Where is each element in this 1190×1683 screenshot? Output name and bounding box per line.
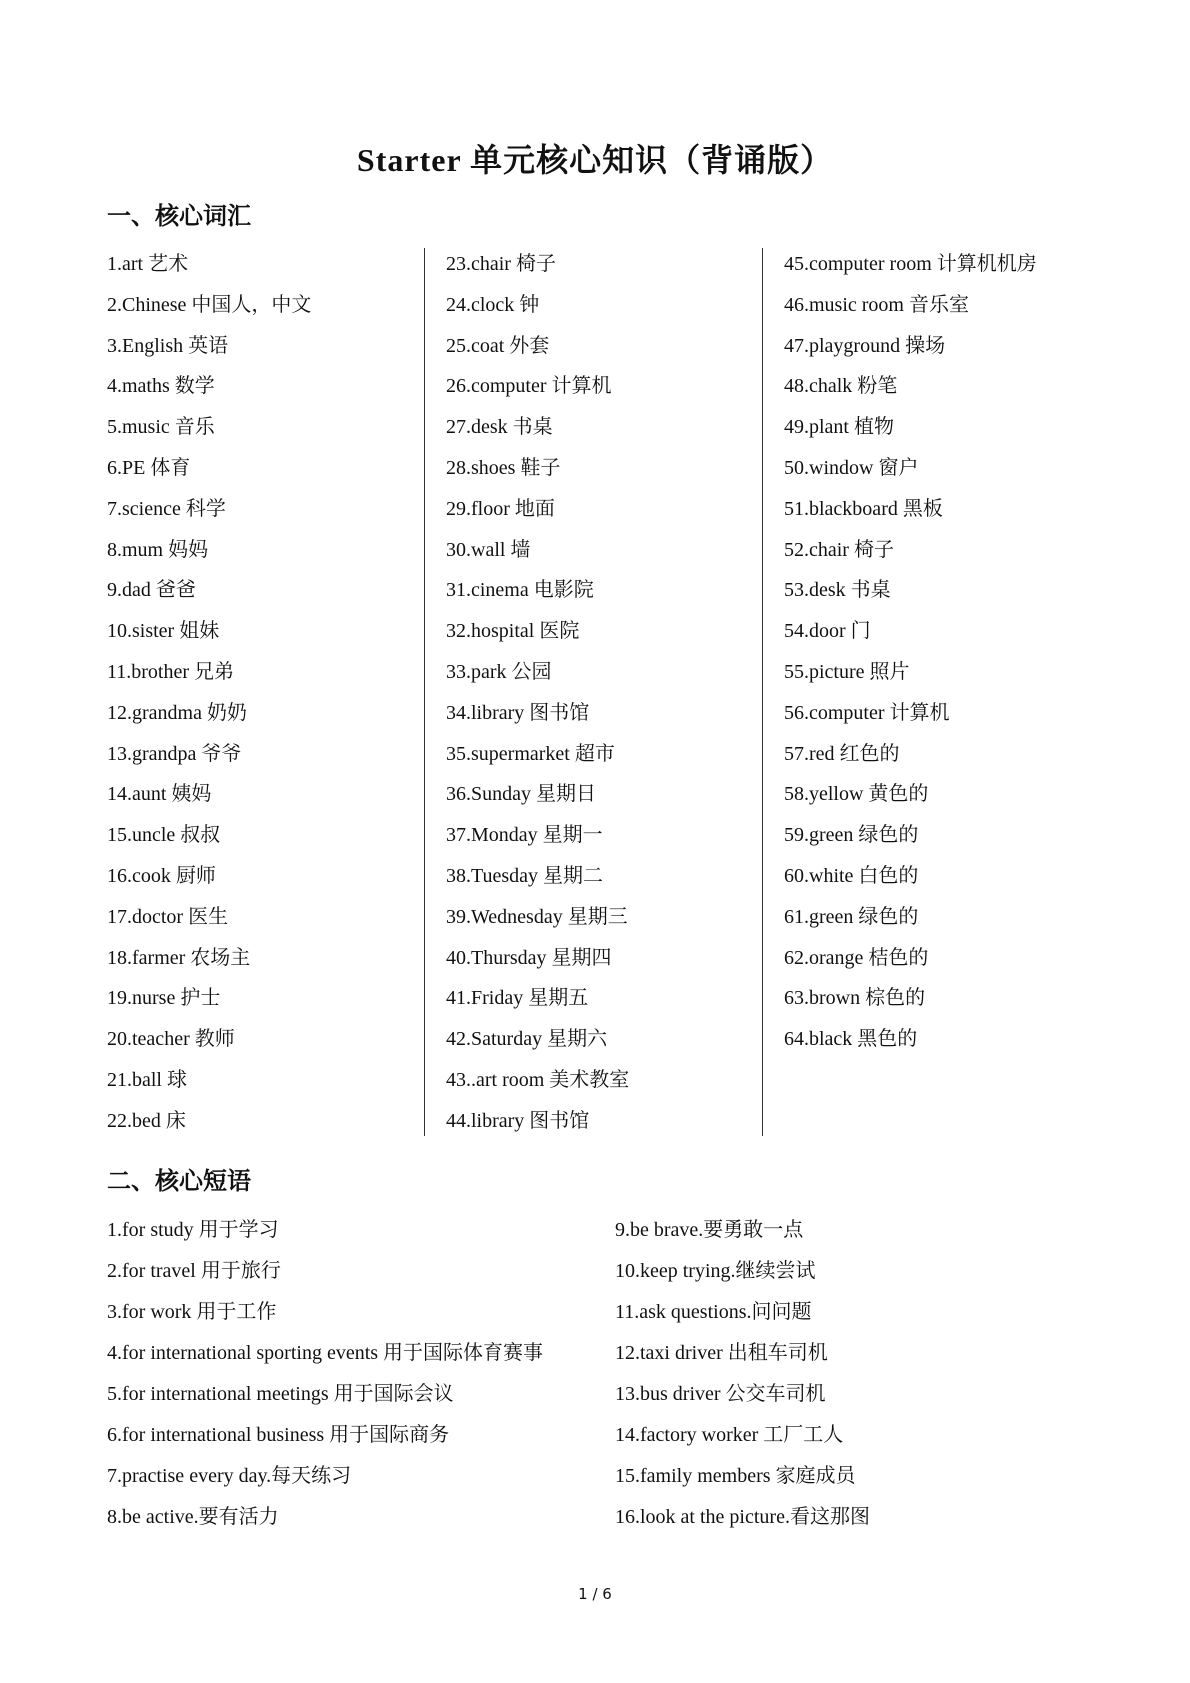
column-divider bbox=[762, 248, 763, 1136]
vocab-item: 17.doctor 医生 bbox=[107, 905, 229, 928]
phrase-section-heading: 二、核心短语 bbox=[107, 1169, 251, 1195]
vocab-item: 21.ball 球 bbox=[107, 1068, 187, 1091]
vocab-item: 7.science 科学 bbox=[107, 497, 226, 520]
phrase-item: 12.taxi driver 出租车司机 bbox=[615, 1342, 828, 1364]
vocab-item: 49.plant 植物 bbox=[784, 416, 894, 439]
vocab-item: 37.Monday 星期一 bbox=[446, 824, 603, 847]
vocab-item: 18.farmer 农场主 bbox=[107, 946, 251, 969]
vocab-item: 57.red 红色的 bbox=[784, 742, 900, 765]
vocab-item: 13.grandpa 爷爷 bbox=[107, 742, 242, 765]
vocab-column-1 bbox=[107, 244, 427, 1142]
vocab-item: 54.door 门 bbox=[784, 620, 871, 643]
phrase-item: 8.be active.要有活力 bbox=[107, 1506, 279, 1528]
vocab-item: 48.chalk 粉笔 bbox=[784, 375, 898, 398]
vocab-item: 25.coat 外套 bbox=[446, 334, 550, 357]
vocab-item: 58.yellow 黄色的 bbox=[784, 783, 929, 806]
vocab-item: 5.music 音乐 bbox=[107, 416, 215, 439]
vocab-item: 46.music room 音乐室 bbox=[784, 293, 969, 316]
phrase-item: 7.practise every day.每天练习 bbox=[107, 1465, 352, 1487]
vocab-item: 30.wall 墙 bbox=[446, 538, 531, 561]
phrase-column-2 bbox=[615, 1210, 1115, 1538]
phrase-item: 5.for international meetings 用于国际会议 bbox=[107, 1383, 454, 1405]
vocab-item: 23.chair 椅子 bbox=[446, 253, 556, 275]
phrase-item: 10.keep trying.继续尝试 bbox=[615, 1260, 816, 1282]
phrase-item: 11.ask questions.问问题 bbox=[615, 1301, 812, 1323]
vocab-item: 4.maths 数学 bbox=[107, 375, 215, 398]
vocab-item: 22.bed 床 bbox=[107, 1109, 186, 1132]
vocab-item: 35.supermarket 超市 bbox=[446, 742, 615, 765]
vocab-item: 9.dad 爸爸 bbox=[107, 579, 196, 602]
vocab-item: 8.mum 妈妈 bbox=[107, 538, 209, 561]
phrase-item: 1.for study 用于学习 bbox=[107, 1219, 279, 1241]
vocab-item: 2.Chinese 中国人，中文 bbox=[107, 293, 312, 316]
vocab-item: 52.chair 椅子 bbox=[784, 538, 894, 561]
phrase-item: 14.factory worker 工厂工人 bbox=[615, 1424, 844, 1446]
vocab-item: 63.brown 棕色的 bbox=[784, 987, 926, 1010]
vocab-item: 12.grandma 奶奶 bbox=[107, 701, 247, 724]
vocab-item: 60.white 白色的 bbox=[784, 864, 919, 887]
phrase-item: 3.for work 用于工作 bbox=[107, 1301, 277, 1323]
vocab-item: 38.Tuesday 星期二 bbox=[446, 864, 604, 887]
vocab-item: 50.window 窗户 bbox=[784, 456, 919, 479]
vocab-item: 40.Thursday 星期四 bbox=[446, 946, 612, 969]
phrase-item: 2.for travel 用于旅行 bbox=[107, 1260, 281, 1282]
vocab-item: 34.library 图书馆 bbox=[446, 701, 590, 724]
vocab-item: 6.PE 体育 bbox=[107, 456, 191, 479]
vocab-item: 28.shoes 鞋子 bbox=[446, 456, 561, 479]
vocab-item: 20.teacher 教师 bbox=[107, 1028, 235, 1051]
vocab-item: 19.nurse 护士 bbox=[107, 987, 221, 1010]
vocab-item: 61.green 绿色的 bbox=[784, 905, 919, 928]
page-number: 1 / 6 bbox=[578, 1585, 612, 1603]
vocab-item: 47.playground 操场 bbox=[784, 334, 946, 357]
vocab-item: 42.Saturday 星期六 bbox=[446, 1028, 608, 1051]
phrase-item: 16.look at the picture.看这那图 bbox=[615, 1506, 870, 1528]
vocab-item: 56.computer 计算机 bbox=[784, 701, 950, 724]
page-title: Starter 单元核心知识（背诵版） bbox=[356, 142, 834, 178]
vocab-item: 41.Friday 星期五 bbox=[446, 987, 589, 1010]
vocab-item: 51.blackboard 黑板 bbox=[784, 497, 943, 520]
vocab-item: 26.computer 计算机 bbox=[446, 375, 612, 398]
vocab-item: 24.clock 钟 bbox=[446, 293, 540, 316]
vocab-item: 1.art 艺术 bbox=[107, 253, 189, 275]
vocab-item: 27.desk 书桌 bbox=[446, 416, 553, 439]
phrase-column-1 bbox=[107, 1210, 607, 1538]
vocab-item: 3.English 英语 bbox=[107, 334, 229, 357]
column-divider bbox=[424, 248, 425, 1136]
phrase-item: 6.for international business 用于国际商务 bbox=[107, 1424, 450, 1446]
vocab-item: 32.hospital 医院 bbox=[446, 620, 580, 643]
vocab-item: 36.Sunday 星期日 bbox=[446, 783, 596, 806]
vocab-item: 62.orange 桔色的 bbox=[784, 946, 929, 969]
vocab-item: 53.desk 书桌 bbox=[784, 579, 891, 602]
phrase-item: 13.bus driver 公交车司机 bbox=[615, 1383, 826, 1405]
vocab-item: 55.picture 照片 bbox=[784, 660, 910, 683]
vocab-item: 59.green 绿色的 bbox=[784, 824, 919, 847]
phrase-item: 15.family members 家庭成员 bbox=[615, 1465, 856, 1487]
vocab-item: 45.computer room 计算机机房 bbox=[784, 253, 1037, 275]
vocab-section-heading: 一、核心词汇 bbox=[107, 204, 251, 230]
phrase-item: 4.for international sporting events 用于国际体育赛事 bbox=[107, 1342, 544, 1364]
vocab-item: 64.black 黑色的 bbox=[784, 1028, 918, 1051]
vocab-item: 39.Wednesday 星期三 bbox=[446, 905, 628, 928]
vocab-item: 29.floor 地面 bbox=[446, 497, 555, 520]
vocab-item: 10.sister 姐妹 bbox=[107, 620, 220, 643]
vocab-column-2 bbox=[446, 244, 766, 1142]
phrase-item: 9.be brave.要勇敢一点 bbox=[615, 1219, 804, 1241]
vocab-item: 16.cook 厨师 bbox=[107, 864, 216, 887]
vocab-column-3 bbox=[784, 244, 1104, 1060]
vocab-item: 15.uncle 叔叔 bbox=[107, 824, 221, 847]
vocab-item: 44.library 图书馆 bbox=[446, 1109, 590, 1132]
vocab-item: 31.cinema 电影院 bbox=[446, 579, 594, 602]
vocab-item: 11.brother 兄弟 bbox=[107, 660, 235, 683]
vocab-item: 14.aunt 姨妈 bbox=[107, 783, 212, 806]
vocab-item: 43..art room 美术教室 bbox=[446, 1068, 630, 1091]
vocab-item: 33.park 公园 bbox=[446, 660, 552, 683]
